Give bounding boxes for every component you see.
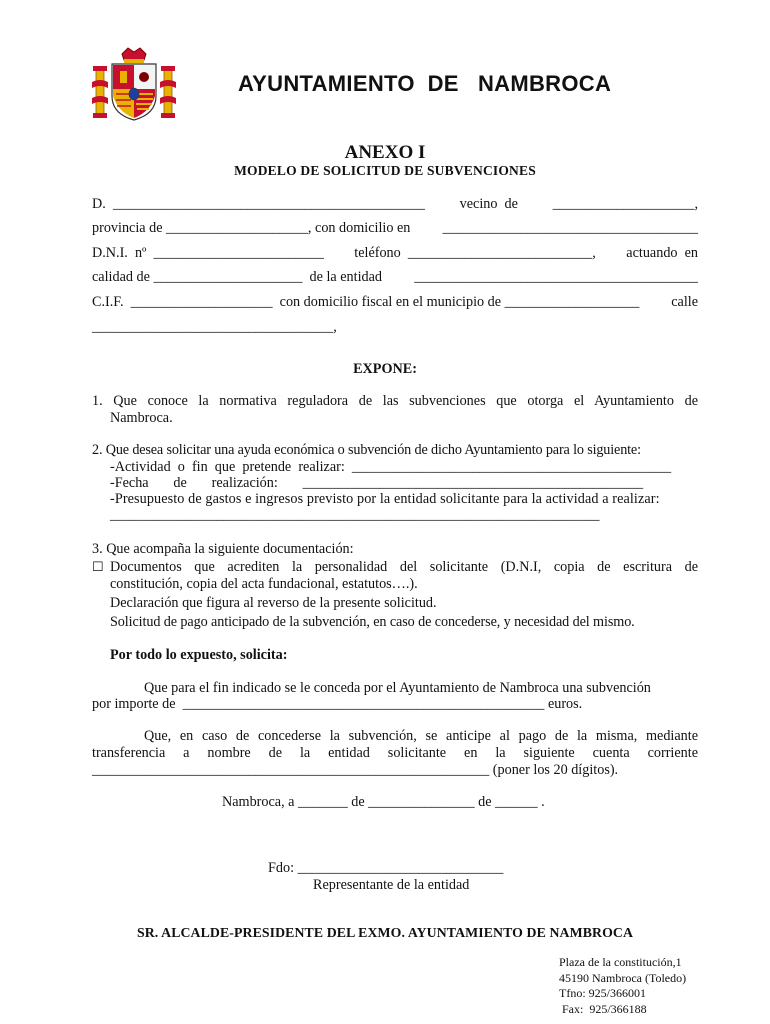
item2-line1: 2. Que desea solicitar una ayuda económica o subvención de dicho Ayuntamiento para lo siguiente: xyxy=(92,442,641,458)
street-label: calle xyxy=(671,294,698,310)
item1-line2: Nambroca. xyxy=(110,410,173,426)
expone-heading: EXPONE: xyxy=(353,361,417,377)
doc1-line2: constitución, copia del acta fundacional, estatutos….). xyxy=(110,576,418,592)
doc1-line1: Documentos que acrediten la personalidad del solicitante (D.N.I, copia de escritura de xyxy=(110,559,698,575)
contact-block xyxy=(559,955,686,1017)
name-field[interactable]: D. ____________________________________________ xyxy=(92,196,426,212)
addressee: SR. ALCALDE-PRESIDENTE DEL EXMO. AYUNTAMIENTO DE NAMBROCA xyxy=(136,925,634,940)
item3-line1: 3. Que acompaña la siguiente documentación: xyxy=(92,541,354,557)
solicita-heading: Por todo lo expuesto, solicita: xyxy=(110,647,288,663)
solicita-para2-line1: Que, en caso de concederse la subvención, se anticipe al pago de la misma, mediante xyxy=(144,728,698,744)
budget-field[interactable]: _____________________________________________________________________ xyxy=(110,507,600,523)
annex-subtitle: MODELO DE SOLICITUD DE SUBVENCIONES xyxy=(234,163,536,178)
cif-field[interactable]: C.I.F. ____________________ con domicilio fiscal en el municipio de ___________________ xyxy=(92,294,640,310)
form-row-dni xyxy=(92,245,698,262)
street-field[interactable]: __________________________________, xyxy=(92,319,337,335)
account-field[interactable]: ________________________________________________________ (poner los 20 dígitos). xyxy=(92,762,619,778)
form-row-capacity xyxy=(92,269,698,286)
contact-phone: Tfno: 925/366001 xyxy=(559,986,646,1000)
phone-field[interactable]: teléfono __________________________, xyxy=(354,245,596,261)
date-line[interactable]: Nambroca, a _______ de _______________ de ______ . xyxy=(222,794,545,810)
entity-field[interactable]: ________________________________________ xyxy=(414,269,698,285)
contact-city: 45190 Nambroca (Toledo) xyxy=(559,970,687,985)
date-field[interactable]: -Fecha de realización: ________________________________________________ xyxy=(110,475,644,491)
province-field[interactable]: provincia de ____________________, con domicilio en xyxy=(92,220,411,236)
activity-field[interactable]: -Actividad o fin que pretende realizar: _____________________________________________ xyxy=(110,459,672,475)
form-row-cif xyxy=(92,294,698,311)
signature-caption: Representante de la entidad xyxy=(313,877,470,893)
page-title: AYUNTAMIENTO DE NAMBROCA xyxy=(238,71,612,96)
item1-line1: 1. Que conoce la normativa reguladora de las subvenciones que otorga el Ayuntamiento de xyxy=(92,393,698,409)
checkbox-icon[interactable]: ☐ xyxy=(92,559,104,574)
amount-field[interactable]: por importe de ___________________________________________________ euros. xyxy=(92,696,583,712)
doc2-line: Declaración que figura al reverso de la presente solicitud. xyxy=(110,595,437,611)
annex-title: ANEXO I xyxy=(344,142,426,163)
acting-label: actuando en xyxy=(626,245,698,261)
address-field[interactable]: ____________________________________ xyxy=(442,220,698,236)
residence-label: vecino de xyxy=(459,196,518,212)
dni-field[interactable]: D.N.I. nº ________________________ xyxy=(92,245,324,261)
form-row-name xyxy=(92,196,698,213)
contact-address: Plaza de la constitución,1 xyxy=(559,955,682,969)
doc3-line: Solicitud de pago anticipado de la subvención, en caso de concederse, y necesidad del mismo. xyxy=(110,614,635,630)
budget-label: -Presupuesto de gastos e ingresos previsto por la entidad solicitante para la actividad a realizar: xyxy=(110,491,660,507)
solicita-para2-line2: transferencia a nombre de la entidad solicitante en la siguiente cuenta corriente xyxy=(92,745,698,761)
form-row-province xyxy=(92,220,698,237)
signature-field[interactable]: Fdo: _____________________________ xyxy=(268,860,504,876)
capacity-field[interactable]: calidad de _____________________ de la entidad xyxy=(92,269,382,285)
residence-field[interactable]: ____________________, xyxy=(552,196,698,212)
coat-of-arms-icon xyxy=(92,44,176,122)
solicita-para1-line1: Que para el fin indicado se le conceda por el Ayuntamiento de Nambroca una subvención xyxy=(144,680,651,696)
contact-fax: Fax: 925/366188 xyxy=(559,1001,647,1016)
